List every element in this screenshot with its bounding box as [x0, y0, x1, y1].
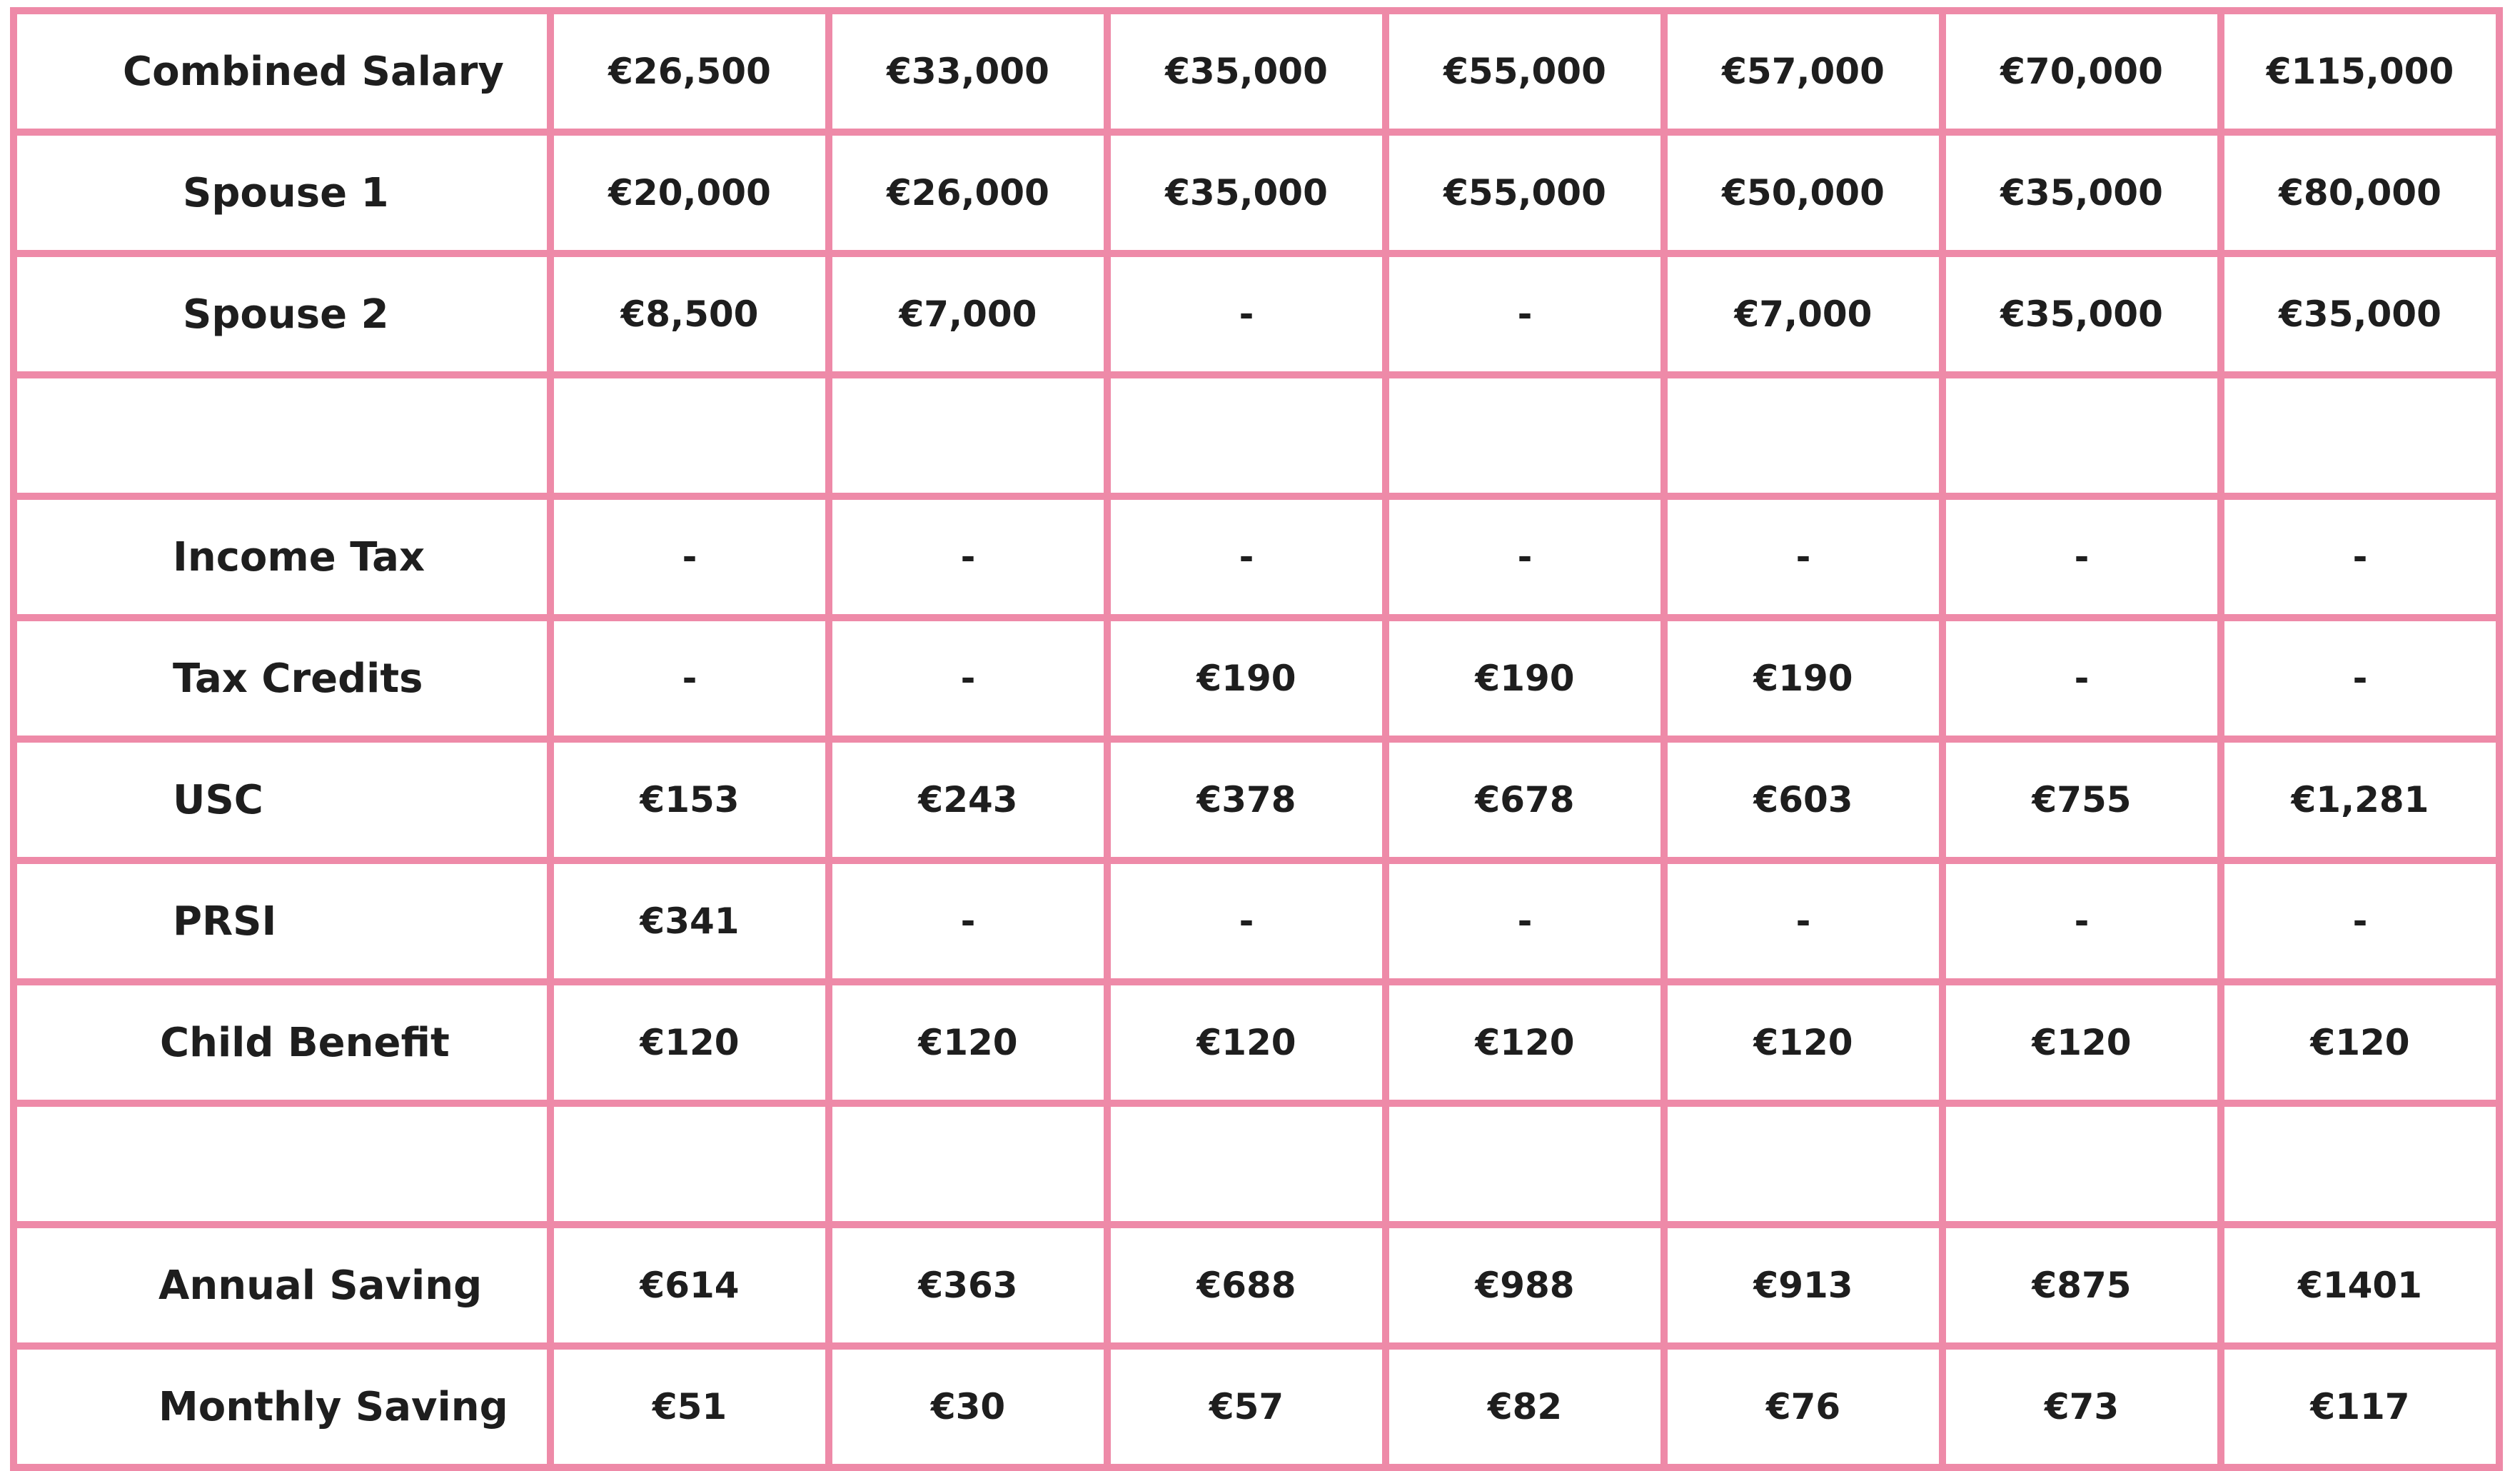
- table-cell: €7,000: [1664, 253, 1942, 375]
- table-cell: €35,000: [1107, 11, 1386, 132]
- table-cell: €80,000: [2221, 132, 2499, 253]
- table-row-spouse-2: [14, 253, 2499, 375]
- table-cell: €190: [1386, 618, 1664, 739]
- table-cell: €1,281: [2221, 739, 2499, 860]
- table-cell: €678: [1386, 739, 1664, 860]
- table-cell: €363: [829, 1225, 1107, 1346]
- table-cell: €688: [1107, 1225, 1386, 1346]
- table-cell: €1401: [2221, 1225, 2499, 1346]
- table-row-combined-salary: [14, 11, 2499, 132]
- row-label: Tax Credits: [14, 618, 550, 739]
- row-label: USC: [14, 739, 550, 860]
- table-cell: €73: [1942, 1346, 2221, 1467]
- table-cell: €341: [550, 860, 829, 982]
- table-cell: €57,000: [1664, 11, 1942, 132]
- table-cell: €82: [1386, 1346, 1664, 1467]
- table-cell: -: [829, 496, 1107, 618]
- table-cell: [1107, 1103, 1386, 1225]
- table-cell: -: [829, 618, 1107, 739]
- table-cell: -: [2221, 618, 2499, 739]
- table-row-spacer: [14, 375, 2499, 496]
- table-cell: €35,000: [1107, 132, 1386, 253]
- table-row-annual-saving: [14, 1225, 2499, 1346]
- table-cell: -: [1386, 496, 1664, 618]
- table-cell: [1107, 375, 1386, 496]
- table-cell: €755: [1942, 739, 2221, 860]
- table-cell: €153: [550, 739, 829, 860]
- table-cell: €120: [1942, 982, 2221, 1103]
- table-cell: [1386, 1103, 1664, 1225]
- table-cell: -: [1107, 860, 1386, 982]
- table-cell: [2221, 375, 2499, 496]
- table-cell: €378: [1107, 739, 1386, 860]
- table-cell: [1664, 375, 1942, 496]
- salary-savings-table: [10, 7, 2503, 1471]
- table-cell: €120: [2221, 982, 2499, 1103]
- row-label: [14, 1103, 550, 1225]
- table-row-spacer: [14, 1103, 2499, 1225]
- table-cell: [550, 1103, 829, 1225]
- table-cell: €988: [1386, 1225, 1664, 1346]
- row-label: Spouse 2: [14, 253, 550, 375]
- table-cell: -: [829, 860, 1107, 982]
- table-cell: €243: [829, 739, 1107, 860]
- row-label: [14, 375, 550, 496]
- table-row-monthly-saving: [14, 1346, 2499, 1467]
- row-label: Income Tax: [14, 496, 550, 618]
- table-cell: -: [1107, 253, 1386, 375]
- table-cell: [1386, 375, 1664, 496]
- table-cell: €35,000: [1942, 132, 2221, 253]
- table-cell: -: [2221, 496, 2499, 618]
- table-cell: -: [1942, 860, 2221, 982]
- table-row-usc: [14, 739, 2499, 860]
- table-cell: €26,000: [829, 132, 1107, 253]
- table-cell: [829, 375, 1107, 496]
- table-cell: €190: [1664, 618, 1942, 739]
- table-cell: €7,000: [829, 253, 1107, 375]
- table-cell: [1664, 1103, 1942, 1225]
- table-cell: -: [1942, 618, 2221, 739]
- row-label: Spouse 1: [14, 132, 550, 253]
- row-label: PRSI: [14, 860, 550, 982]
- table-cell: €875: [1942, 1225, 2221, 1346]
- table-cell: €35,000: [2221, 253, 2499, 375]
- table-cell: [2221, 1103, 2499, 1225]
- table-row-spouse-1: [14, 132, 2499, 253]
- table-cell: €190: [1107, 618, 1386, 739]
- table-cell: [550, 375, 829, 496]
- table-cell: €120: [1664, 982, 1942, 1103]
- table-cell: -: [1107, 496, 1386, 618]
- table-cell: €57: [1107, 1346, 1386, 1467]
- table-cell: -: [1386, 253, 1664, 375]
- table-cell: €76: [1664, 1346, 1942, 1467]
- table-cell: €33,000: [829, 11, 1107, 132]
- table-cell: [829, 1103, 1107, 1225]
- table-cell: €120: [829, 982, 1107, 1103]
- table-cell: €50,000: [1664, 132, 1942, 253]
- table-cell: -: [550, 496, 829, 618]
- table-cell: [1942, 1103, 2221, 1225]
- table-cell: €70,000: [1942, 11, 2221, 132]
- table-cell: €913: [1664, 1225, 1942, 1346]
- row-label: Combined Salary: [14, 11, 550, 132]
- table-cell: [1942, 375, 2221, 496]
- table-cell: -: [2221, 860, 2499, 982]
- table-cell: €603: [1664, 739, 1942, 860]
- table-row-tax-credits: [14, 618, 2499, 739]
- row-label: Monthly Saving: [14, 1346, 550, 1467]
- table-cell: -: [1942, 496, 2221, 618]
- table-cell: €51: [550, 1346, 829, 1467]
- table-row-income-tax: [14, 496, 2499, 618]
- table-cell: €35,000: [1942, 253, 2221, 375]
- row-label: Annual Saving: [14, 1225, 550, 1346]
- table-cell: €120: [550, 982, 829, 1103]
- table-cell: €55,000: [1386, 11, 1664, 132]
- table-cell: -: [1386, 860, 1664, 982]
- table-cell: -: [1664, 496, 1942, 618]
- table-cell: €614: [550, 1225, 829, 1346]
- table-cell: €20,000: [550, 132, 829, 253]
- table-cell: €55,000: [1386, 132, 1664, 253]
- table-cell: -: [1664, 860, 1942, 982]
- table-row-child-benefit: [14, 982, 2499, 1103]
- row-label: Child Benefit: [14, 982, 550, 1103]
- table-body: [14, 11, 2499, 1467]
- table-cell: €120: [1107, 982, 1386, 1103]
- table-cell: €120: [1386, 982, 1664, 1103]
- table-row-prsi: [14, 860, 2499, 982]
- table-cell: €115,000: [2221, 11, 2499, 132]
- table-cell: €30: [829, 1346, 1107, 1467]
- table-cell: €8,500: [550, 253, 829, 375]
- table-cell: -: [550, 618, 829, 739]
- table-cell: €117: [2221, 1346, 2499, 1467]
- table-cell: €26,500: [550, 11, 829, 132]
